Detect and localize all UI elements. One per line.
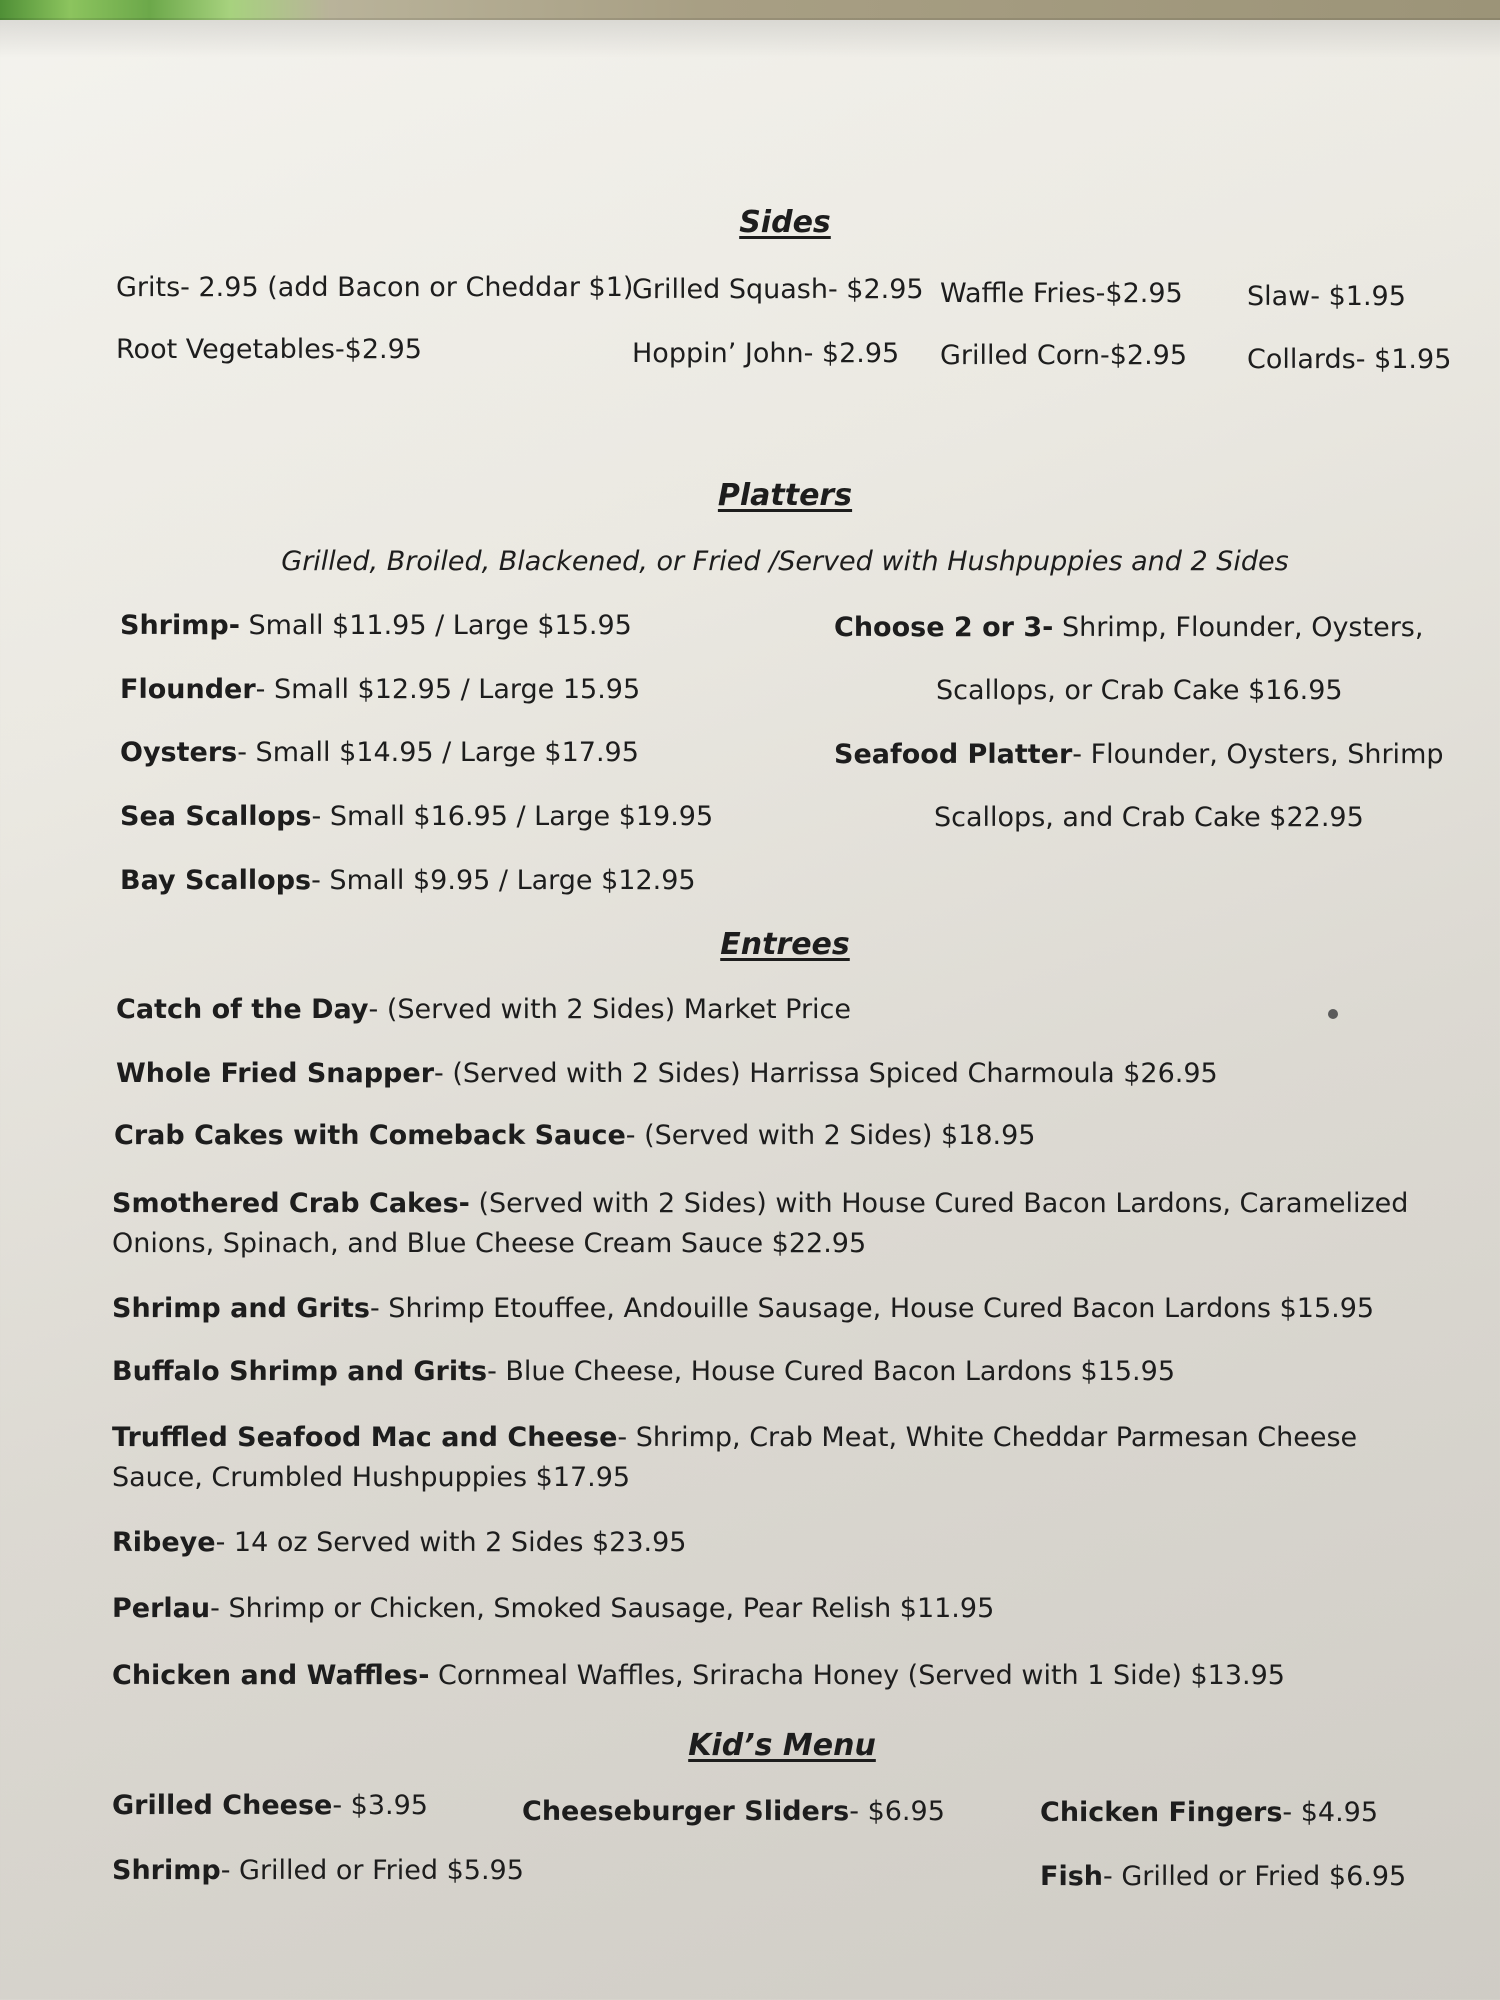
entree-item: Truffled Seafood Mac and Cheese- Shrimp, Crab Meat, White Cheddar Parmesan Cheese Sauce, Crumbled Hushpuppies $17.95: [112, 1422, 1358, 1493]
platters-heading: Platters: [717, 478, 853, 513]
entree-item: Crab Cakes with Comeback Sauce- (Served with 2 Sides) $18.95: [114, 1120, 1036, 1151]
kids-item: Fish- Grilled or Fried $6.95: [1040, 1861, 1407, 1892]
entree-item: Catch of the Day- (Served with 2 Sides) Market Price: [116, 994, 851, 1025]
platter-item-shrimp: Shrimp- Small $11.95 / Large $15.95: [120, 610, 632, 641]
side-item: Grilled Corn-$2.95: [940, 340, 1188, 371]
side-item: Waffle Fries-$2.95: [940, 278, 1183, 309]
kids-item: Cheeseburger Sliders- $6.95: [522, 1796, 945, 1827]
sides-heading: Sides: [739, 205, 831, 240]
platter-seafood-line2: Scallops, and Crab Cake $22.95: [934, 802, 1364, 833]
side-item: Root Vegetables-$2.95: [116, 334, 422, 365]
table-background-strip: [0, 0, 1500, 20]
entree-item: Chicken and Waffles- Cornmeal Waffles, Sriracha Honey (Served with 1 Side) $13.95: [112, 1660, 1285, 1691]
side-item: Grilled Squash- $2.95: [632, 274, 924, 305]
entree-item: Smothered Crab Cakes- (Served with 2 Sides) with House Cured Bacon Lardons, Caramelized Onions, Spinach, and Blue Cheese Cream Sauce $22.95: [112, 1188, 1409, 1259]
entree-item: Shrimp and Grits- Shrimp Etouffee, Andouille Sausage, House Cured Bacon Lardons $15.95: [112, 1293, 1375, 1324]
entrees-heading: Entrees: [720, 927, 850, 962]
kids-item: Grilled Cheese- $3.95: [112, 1790, 428, 1821]
platter-item-flounder: Flounder- Small $12.95 / Large 15.95: [120, 674, 641, 705]
side-item: Grits- 2.95 (add Bacon or Cheddar $1): [116, 272, 634, 303]
kids-item: Shrimp- Grilled or Fried $5.95: [112, 1855, 524, 1886]
entree-item: Buffalo Shrimp and Grits- Blue Cheese, House Cured Bacon Lardons $15.95: [112, 1356, 1175, 1387]
entree-item: Perlau- Shrimp or Chicken, Smoked Sausage, Pear Relish $11.95: [112, 1593, 995, 1624]
kids-menu-heading: Kid’s Menu: [688, 1728, 876, 1763]
platter-seafood-platter: Seafood Platter- Flounder, Oysters, Shrimp: [834, 739, 1444, 770]
entree-item: Ribeye- 14 oz Served with 2 Sides $23.95: [112, 1527, 687, 1558]
side-item: Hoppin’ John- $2.95: [632, 338, 900, 369]
platter-choose-2-or-3: Choose 2 or 3- Shrimp, Flounder, Oysters,: [834, 612, 1424, 643]
paper-edge-shadow: [0, 18, 1500, 58]
side-item: Slaw- $1.95: [1247, 281, 1406, 312]
platters-subtitle: Grilled, Broiled, Blackened, or Fried /Served with Hushpuppies and 2 Sides: [281, 546, 1289, 577]
platter-choose-line2: Scallops, or Crab Cake $16.95: [936, 675, 1343, 706]
kids-item: Chicken Fingers- $4.95: [1040, 1797, 1379, 1828]
platter-item-bay-scallops: Bay Scallops- Small $9.95 / Large $12.95: [120, 865, 696, 896]
paper-mark: [1328, 1009, 1338, 1019]
platter-item-oysters: Oysters- Small $14.95 / Large $17.95: [120, 737, 639, 768]
platter-item-sea-scallops: Sea Scallops- Small $16.95 / Large $19.95: [120, 801, 714, 832]
entree-item: Whole Fried Snapper- (Served with 2 Sides) Harrissa Spiced Charmoula $26.95: [116, 1058, 1218, 1089]
side-item: Collards- $1.95: [1247, 344, 1452, 375]
